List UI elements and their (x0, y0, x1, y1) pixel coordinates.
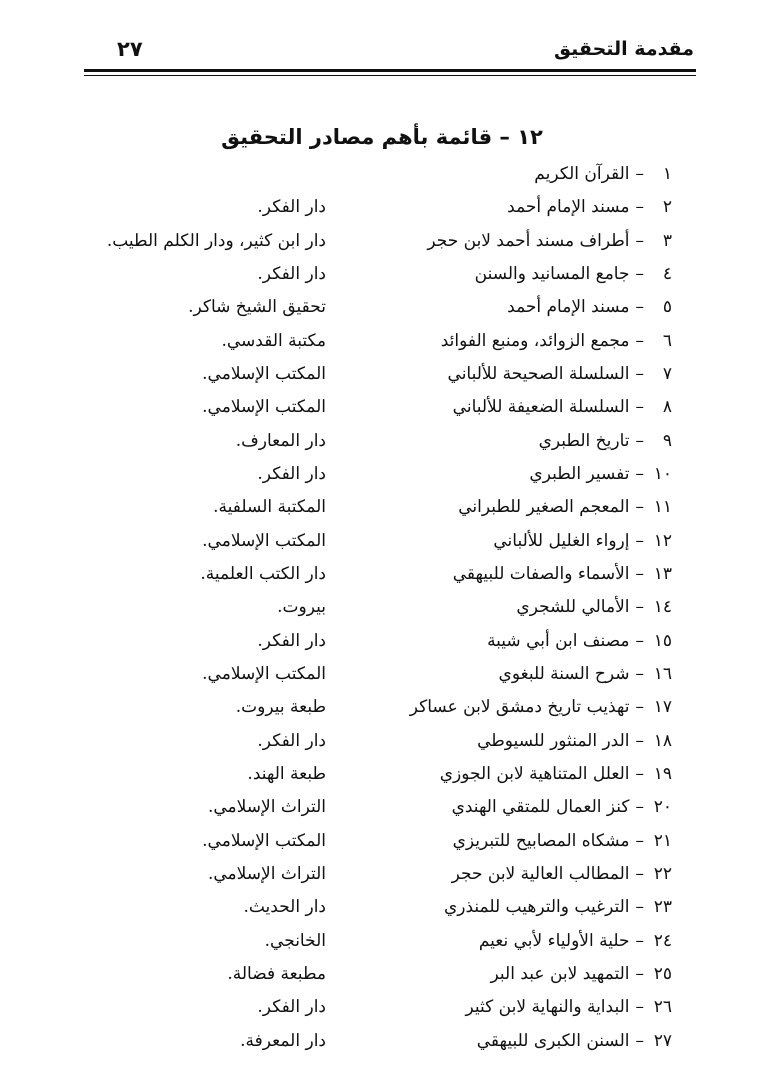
source-publisher: دار الفكر. (257, 997, 326, 1018)
source-title-text: البداية والنهاية لابن كثير (465, 997, 630, 1018)
source-number: ٢٢ (653, 863, 672, 884)
source-item (0, 558, 764, 591)
source-publisher: المكتب الإسلامي. (202, 530, 326, 551)
source-number: ١٧ (653, 697, 672, 718)
source-number: ١٢ (653, 530, 672, 551)
source-title-text: المعجم الصغير للطبراني (458, 497, 630, 518)
dash-separator: – (635, 797, 644, 818)
source-item (0, 925, 764, 958)
source-item (0, 358, 764, 391)
source-item (0, 325, 764, 358)
source-title (534, 162, 672, 186)
source-publisher: طبعة بيروت. (235, 697, 326, 718)
source-title-text: تهذيب تاريخ دمشق لابن عساكر (409, 697, 630, 718)
source-title-text: الأمالي للشجري (516, 597, 630, 618)
source-title (507, 295, 672, 319)
section-title: ١٢ – قائمة بأهم مصادر التحقيق (221, 125, 543, 149)
source-title-text: كنز العمال للمتقي الهندي (451, 797, 630, 818)
source-publisher: المكتب الإسلامي. (202, 397, 326, 418)
source-item (0, 758, 764, 791)
source-item (0, 891, 764, 924)
dash-separator: – (635, 230, 644, 251)
source-title (448, 362, 672, 386)
source-title (453, 395, 672, 419)
source-title-text: إرواء الغليل للألباني (493, 530, 630, 551)
source-publisher: دار ابن كثير، ودار الكلم الطيب. (106, 230, 326, 251)
source-title-text: مشكاه المصابيح للتبريزي (452, 830, 630, 851)
source-title (487, 629, 672, 653)
header-rule-thin (84, 75, 696, 76)
source-item (0, 458, 764, 491)
sources-list (0, 158, 764, 1058)
source-title (453, 829, 672, 853)
source-publisher: مطبعة فضالة. (227, 963, 326, 984)
source-title (458, 495, 672, 519)
source-title-text: شرح السنة للبغوي (498, 663, 630, 684)
source-title (427, 229, 672, 253)
source-number: ٢١ (653, 830, 672, 851)
source-publisher: المكتب الإسلامي. (202, 663, 326, 684)
source-title (539, 429, 672, 453)
source-publisher: دار المعارف. (235, 430, 326, 451)
source-publisher: تحقيق الشيخ شاكر. (188, 297, 326, 318)
source-title (499, 662, 672, 686)
dash-separator: – (635, 497, 644, 518)
dash-separator: – (635, 597, 644, 618)
source-number: ١٤ (653, 597, 672, 618)
source-publisher: طبعة الهند. (247, 763, 326, 784)
source-title (453, 562, 672, 586)
source-publisher: التراث الإسلامي. (207, 797, 326, 818)
source-item (0, 725, 764, 758)
source-publisher: دار الفكر. (257, 263, 326, 284)
source-title (452, 862, 672, 886)
source-title-text: جامع المسانيد والسنن (474, 263, 630, 284)
source-number: ٩ (662, 430, 672, 451)
source-number: ٧ (662, 363, 672, 384)
source-publisher: التراث الإسلامي. (207, 863, 326, 884)
source-item (0, 625, 764, 658)
source-item (0, 658, 764, 691)
source-title-text: حلية الأولياء لأبي نعيم (478, 930, 630, 951)
source-item (0, 391, 764, 424)
source-title-text: تفسير الطبري (529, 463, 630, 484)
source-publisher: دار الفكر. (257, 630, 326, 651)
source-title-text: السنن الكبرى للبيهقي (476, 1030, 630, 1051)
source-number: ٤ (662, 263, 672, 284)
source-publisher: دار الفكر. (257, 197, 326, 218)
dash-separator: – (635, 530, 644, 551)
source-publisher: دار الكتب العلمية. (200, 563, 326, 584)
source-item (0, 991, 764, 1024)
source-title (440, 762, 672, 786)
dash-separator: – (635, 397, 644, 418)
source-number: ١٠ (653, 463, 672, 484)
dash-separator: – (635, 297, 644, 318)
source-publisher: بيروت. (277, 597, 326, 618)
dash-separator: – (635, 897, 644, 918)
page-number: ٢٧ (117, 37, 143, 61)
dash-separator: – (635, 463, 644, 484)
source-title-text: مصنف ابن أبي شيبة (487, 630, 630, 651)
source-title (479, 929, 672, 953)
source-title-text: القرآن الكريم (534, 164, 630, 184)
source-number: ٢٠ (653, 797, 672, 818)
source-number: ١٣ (653, 563, 672, 584)
source-title-text: الدر المنثور للسيوطي (477, 730, 630, 751)
dash-separator: – (635, 197, 644, 218)
source-title-text: مجمع الزوائد، ومنبع الفوائد (440, 330, 630, 351)
dash-separator: – (635, 330, 644, 351)
source-title-text: مسند الإمام أحمد (507, 297, 630, 318)
source-item (0, 525, 764, 558)
source-title-text: السلسلة الصحيحة للألباني (447, 363, 630, 384)
source-title-text: السلسلة الضعيفة للألباني (452, 397, 630, 418)
dash-separator: – (635, 630, 644, 651)
source-title-text: تاريخ الطبري (538, 430, 630, 451)
source-item (0, 825, 764, 858)
source-title (491, 962, 672, 986)
source-title (444, 895, 672, 919)
source-publisher: المكتبة السلفية. (213, 497, 326, 518)
source-title (507, 195, 672, 219)
dash-separator: – (635, 763, 644, 784)
source-number: ٢٧ (653, 1030, 672, 1051)
source-number: ٨ (662, 397, 672, 418)
source-item (0, 425, 764, 458)
source-item (0, 191, 764, 224)
source-number: ٣ (662, 230, 672, 251)
dash-separator: – (635, 663, 644, 684)
source-number: ٦ (662, 330, 672, 351)
header-rule-thick (84, 69, 696, 72)
source-item (0, 1025, 764, 1058)
source-title-text: المطالب العالية لابن حجر (451, 863, 630, 884)
source-publisher: دار الفكر. (257, 730, 326, 751)
source-publisher: دار الفكر. (257, 463, 326, 484)
running-header-title: مقدمة التحقيق (554, 38, 694, 60)
source-title-text: الأسماء والصفات للبيهقي (452, 563, 630, 584)
source-title (493, 529, 672, 553)
dash-separator: – (635, 997, 644, 1018)
source-item (0, 158, 764, 191)
source-title (441, 329, 672, 353)
source-item (0, 291, 764, 324)
source-number: ٢ (662, 197, 672, 218)
dash-separator: – (635, 697, 644, 718)
dash-separator: – (635, 863, 644, 884)
source-title-text: التمهيد لابن عبد البر (490, 963, 630, 984)
source-publisher: دار المعرفة. (240, 1030, 326, 1051)
source-title-text: أطراف مسند أحمد لابن حجر (427, 230, 630, 251)
source-item (0, 225, 764, 258)
source-item (0, 958, 764, 991)
source-item (0, 258, 764, 291)
source-item (0, 591, 764, 624)
source-item (0, 858, 764, 891)
dash-separator: – (635, 730, 644, 751)
source-title (529, 462, 672, 486)
dash-separator: – (635, 263, 644, 284)
source-title (516, 595, 672, 619)
source-number: ٢٤ (653, 930, 672, 951)
source-publisher: المكتب الإسلامي. (202, 363, 326, 384)
source-title (475, 262, 672, 286)
source-number: ٥ (662, 297, 672, 318)
source-title (466, 995, 672, 1019)
dash-separator: – (635, 830, 644, 851)
source-title-text: الترغيب والترهيب للمنذري (443, 897, 630, 918)
source-item (0, 791, 764, 824)
source-number: ١ (662, 164, 672, 184)
source-number: ١١ (653, 497, 672, 518)
source-publisher: مكتبة القدسي. (221, 330, 326, 351)
dash-separator: – (635, 563, 644, 584)
source-title (477, 1029, 672, 1053)
dash-separator: – (635, 1030, 644, 1051)
source-title (410, 695, 672, 719)
source-title-text: العلل المتناهية لابن الجوزي (439, 763, 630, 784)
source-title (477, 729, 672, 753)
dash-separator: – (635, 164, 644, 184)
source-number: ١٩ (653, 763, 672, 784)
dash-separator: – (635, 963, 644, 984)
source-number: ٢٥ (653, 963, 672, 984)
dash-separator: – (635, 430, 644, 451)
source-number: ١٦ (653, 663, 672, 684)
source-publisher: المكتب الإسلامي. (202, 830, 326, 851)
dash-separator: – (635, 930, 644, 951)
source-publisher: الخانجي. (264, 930, 326, 951)
source-number: ١٥ (653, 630, 672, 651)
source-title-text: مسند الإمام أحمد (507, 197, 630, 218)
source-number: ٢٦ (653, 997, 672, 1018)
source-item (0, 691, 764, 724)
dash-separator: – (635, 363, 644, 384)
source-number: ١٨ (653, 730, 672, 751)
source-publisher: دار الحديث. (243, 897, 326, 918)
source-item (0, 491, 764, 524)
source-title (452, 795, 672, 819)
source-number: ٢٣ (653, 897, 672, 918)
